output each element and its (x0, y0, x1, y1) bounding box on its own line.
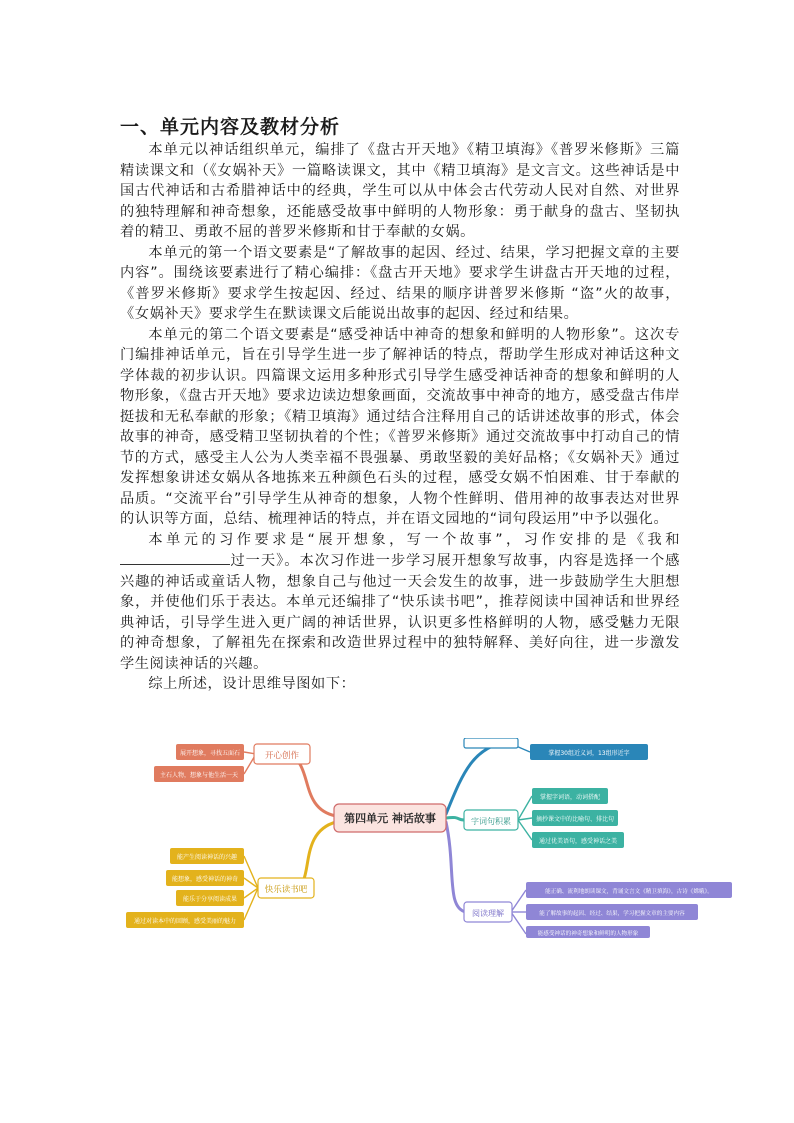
center-node-label: 第四单元 神话故事 (344, 812, 436, 825)
connector-top (446, 742, 506, 814)
branch-kuaile-label: 快乐读书吧 (264, 885, 308, 895)
mind-map-svg (126, 738, 736, 938)
connector-yuedu (446, 822, 466, 912)
leaf-top-1-label: 掌握30组近义词，13组形近字 (548, 750, 630, 757)
leaf-zici-2-label: 摘抄课文中的比喻句、排比句 (535, 816, 615, 823)
leaf-yuedu-2-label: 能了解故事的起因、经过、结果，学习把握文章的主要内容 (539, 911, 685, 917)
leaf-zici-1-label: 掌握字词语，动词搭配 (539, 794, 601, 801)
leaf-kaixin-2-label: 主石人物，想象与他生活一天 (159, 772, 239, 779)
leaf-zici-3-label: 通过优美语句，感受神话之美 (538, 838, 618, 845)
section-heading: 一、单元内容及教材分析 (120, 116, 341, 138)
paragraph-5: 综上所述，设计思维导图如下： (148, 676, 356, 692)
leaf-line-yuedu-3 (511, 912, 526, 934)
leaf-yuedu-1-label: 能正确、流利地朗读课文，背诵文言文《精卫填海》，古诗《嫦娥》。 (545, 889, 713, 895)
leaf-line-yuedu-1 (511, 890, 526, 912)
leaf-kuaile-2-label: 能想象，感受神话的神奇 (171, 876, 239, 883)
branch-top (464, 738, 518, 748)
paragraph-4-part-a: 本单元的习作要求是“展开想象，写一个故事”，习作安排的是《我和 (148, 531, 680, 548)
leaf-line-zici-2 (518, 818, 532, 820)
leaf-kuaile-1-label: 能产生阅读神话的兴趣 (176, 854, 238, 861)
mind-map (126, 738, 736, 938)
branch-yuedu-label: 阅读理解 (472, 909, 504, 918)
leaf-kaixin-1-label: 展开想象，寻找五面石 (179, 750, 241, 757)
leaf-line-zici-1 (518, 796, 532, 820)
paragraph-4-part-b: 过一天》。本次习作进一步学习展开想象写故事，内容是选择一个感兴趣的神话或童话人物，想象自己与他过一天会发生的故事，进一步鼓励学生大胆想象，并使他们乐于表达。本单元还编排了“快乐读书吧”，推荐阅读中国神话和世界经典神话，引导学生进入更广阔的神话世界，认识更多性格鲜明的人物，感受魅力无限的神奇想象，了解祖先在探索和改造世界过程中的独特解释、美好向往，进一步激发学生阅读神话的兴趣。 (120, 553, 680, 672)
branch-zici-label: 字词句积累 (471, 817, 511, 826)
leaf-kuaile-3-label: 能乐于分享阅读成果 (182, 896, 238, 903)
paragraph-2: 本单元的第一个语文要素是“了解故事的起因、经过、结果，学习把握文章的主要内容”。围绕该要素进行了精心编排：《盘古开天地》要求学生讲盘古开天地的过程，《普罗米修斯》要求学生按起因、经过、结果的顺序讲普罗米修斯 “盗”火的故事，《女娲补天》要求学生在默读课文后能说出故事的起因、经过和结果。 (120, 244, 680, 322)
body-text (120, 140, 680, 695)
branch-kaixin-label: 开心创作 (264, 751, 300, 761)
paragraph-3: 本单元的第二个语文要素是“感受神话中神奇的想象和鲜明的人物形象”。这次专门编排神话单元，旨在引导学生进一步了解神话的特点，帮助学生形成对神话这种文学体裁的初步认识。四篇课文运用多种形式引导学生感受神话神奇的想象和鲜明的人物形象，《盘古开天地》要求边读边想象画面，交流故事中神奇的地方，感受盘古伟岸挺拔和无私奉献的形象；《精卫填海》通过结合注释用自己的话讲述故事的形式，体会故事的神奇，感受精卫坚韧执着的个性；《普罗米修斯》通过交流故事中打动自己的情节的方式，感受主人公为人类幸福不畏强暴、勇敢坚毅的美好品格；《女娲补天》通过发挥想象讲述女娲从各地拣来五种颜色石头的过程，感受女娲不怕困难、甘于奉献的品质。“交流平台”引导学生从神奇的想象，人物个性鲜明、借用神的故事表达对世界的认识等方面，总结、梳理神话的特点，并在语文园地的“词句段运用”中予以强化。 (120, 326, 680, 527)
leaf-yuedu-3-label: 能感受神话的神奇想象和鲜明的人物形象 (537, 931, 639, 937)
paragraph-1: 本单元以神话组织单元，编排了《盘古开天地》《精卫填海》《普罗米修斯》三篇精读课文和（《女娲补天》一篇略读课文，其中《精卫填海》是文言文。这些神话是中国古代神话和古希腊神话中的经典，学生可以从中体会古代劳动人民对自然、对世界的独特理解和神奇想象，还能感受故事中鲜明的人物形象：勇于献身的盘古、坚韧执着的精卫、勇敢不屈的普罗米修斯和甘于奉献的女娲。 (120, 142, 680, 240)
connector-zici (446, 817, 464, 820)
leaf-kuaile-4-label: 通过对读本中的回顾，感受美丽的魅力 (133, 918, 237, 925)
leaf-line-zici-3 (518, 820, 532, 840)
fill-in-blank (120, 550, 230, 565)
paragraph-4 (120, 530, 680, 675)
